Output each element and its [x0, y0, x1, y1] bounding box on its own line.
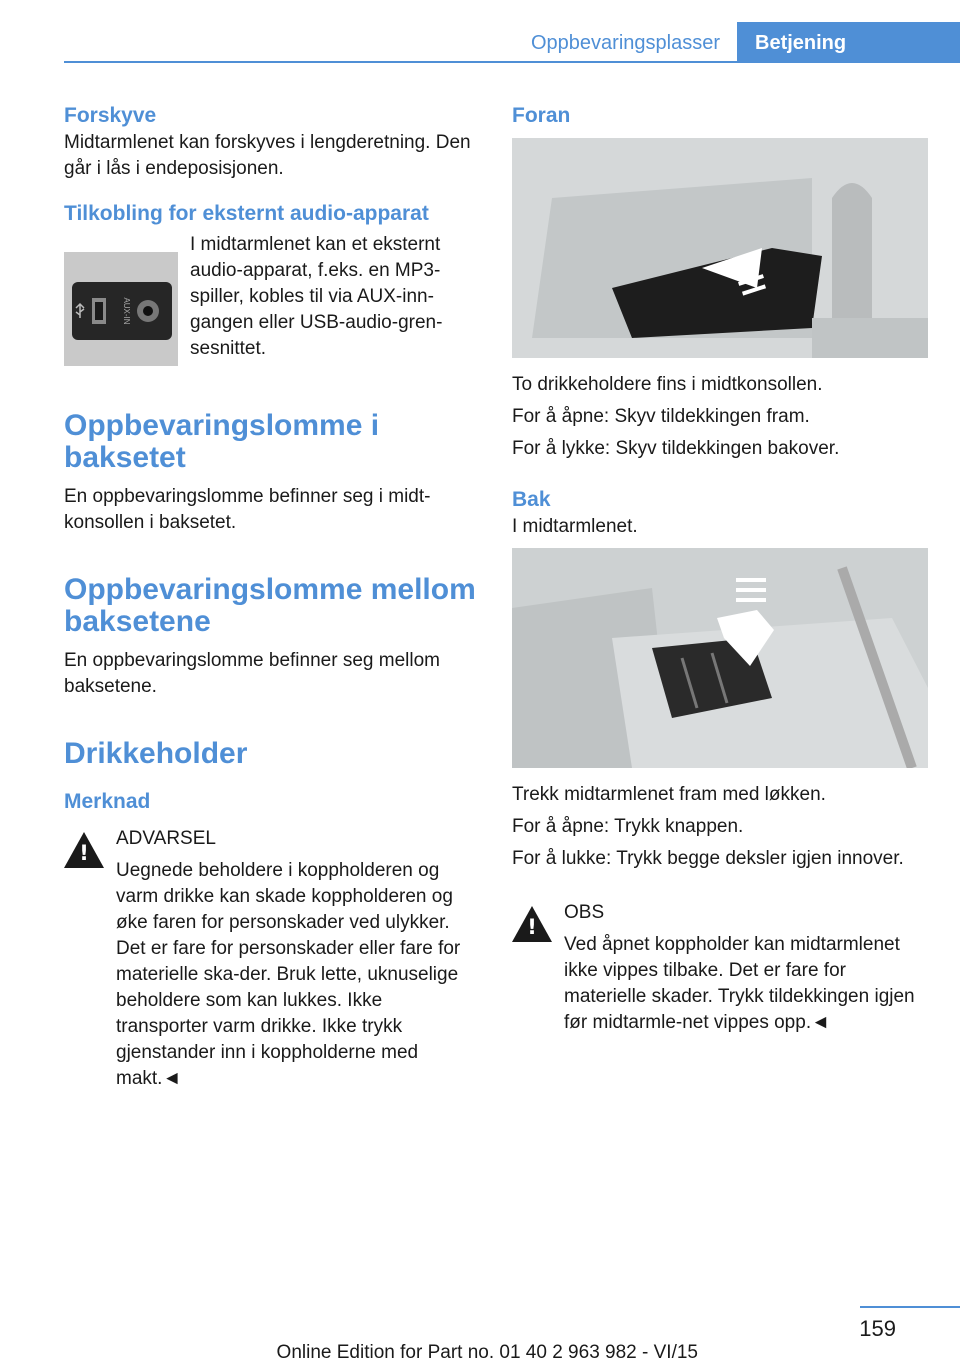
- text-foran-2: For å åpne: Skyv tildekkingen fram.: [512, 406, 810, 427]
- audio-block: [64, 232, 476, 372]
- text-bak-1: Trekk midtarmlenet fram med løkken.: [512, 784, 826, 805]
- front-cupholder-photo: [512, 138, 928, 358]
- page-number: 159: [859, 1316, 896, 1341]
- aux-usb-photo: [64, 252, 178, 366]
- left-column: [64, 102, 476, 1092]
- header-section-title: Oppbevaringsplasser: [531, 32, 720, 54]
- heading-lomme-mellom: Oppbevaringslomme mellom baksetene: [64, 573, 476, 638]
- header-chapter-tab: Betjening: [737, 22, 960, 63]
- footer-rule: [860, 1306, 960, 1308]
- obs-box: [512, 900, 928, 1036]
- text-foran-1: To drikkeholdere fins i midtkonsollen.: [512, 374, 823, 395]
- warning-text: Uegnede beholdere i koppholderen og varm drikke kan skade koppholderen og øke faren for personskader ved ulykker. Det er fare for personskader eller fare for materielle ska-der. Bruk lette, uknuselige beholdere som kan lukkes. Ikke transporter varm drikke. Ikke trykk gjenstander inn i koppholderne med makt.◄: [116, 860, 461, 1089]
- obs-label: OBS: [564, 902, 605, 923]
- text-bak-3: For å lukke: Trykk begge deksler igjen innover.: [512, 848, 904, 869]
- text-forskyve: Midtarmlenet kan forskyves i lengderetning. Den går i lås i endeposisjonen.: [64, 132, 471, 179]
- edition-note: Online Edition for Part no. 01 40 2 963 982 - VI/15: [276, 1342, 698, 1363]
- rear-cupholder-illustration: [512, 548, 928, 768]
- heading-merknad: Merknad: [64, 790, 151, 813]
- text-lomme-baksete: En oppbevaringslomme befinner seg i midt-konsollen i baksetet.: [64, 486, 431, 533]
- heading-bak: Bak: [512, 488, 551, 511]
- warning-icon: [64, 832, 104, 868]
- text-lomme-mellom: En oppbevaringslomme befinner seg mellom baksetene.: [64, 650, 440, 697]
- text-audio: I midtarmlenet kan et eksternt audio-apparat, f.eks. en MP3-spiller, kobles til via AUX-inn-gangen eller USB-audio-gren-sesnittet.: [190, 234, 443, 359]
- rear-cupholder-photo: [512, 548, 928, 768]
- heading-foran: Foran: [512, 104, 571, 127]
- right-column: [512, 102, 928, 1036]
- warning-box: [64, 826, 476, 1092]
- aux-usb-illustration: [64, 252, 178, 366]
- warning-label: ADVARSEL: [116, 828, 216, 849]
- heading-audio: Tilkobling for eksternt audio-apparat: [64, 202, 429, 225]
- text-bak: I midtarmlenet.: [512, 516, 638, 537]
- page-header: [0, 0, 960, 64]
- page-footer: [0, 1300, 960, 1362]
- heading-forskyve: Forskyve: [64, 104, 157, 127]
- heading-drikkeholder: Drikkeholder: [64, 737, 248, 770]
- warning-icon: [512, 906, 552, 942]
- text-foran-3: For å lykke: Skyv tildekkingen bakover.: [512, 438, 840, 459]
- obs-text: Ved åpnet koppholder kan midtarmlenet ikke vippes tilbake. Det er fare for materielle skader. Trykk tildekkingen igjen før midtarmle-net vippes opp.◄: [564, 934, 915, 1033]
- text-bak-2: For å åpne: Trykk knappen.: [512, 816, 744, 837]
- aux-in-label: AUX-IN: [122, 297, 131, 325]
- heading-lomme-baksete: Oppbevaringslomme i baksetet: [64, 409, 380, 474]
- front-cupholder-illustration: [512, 138, 928, 358]
